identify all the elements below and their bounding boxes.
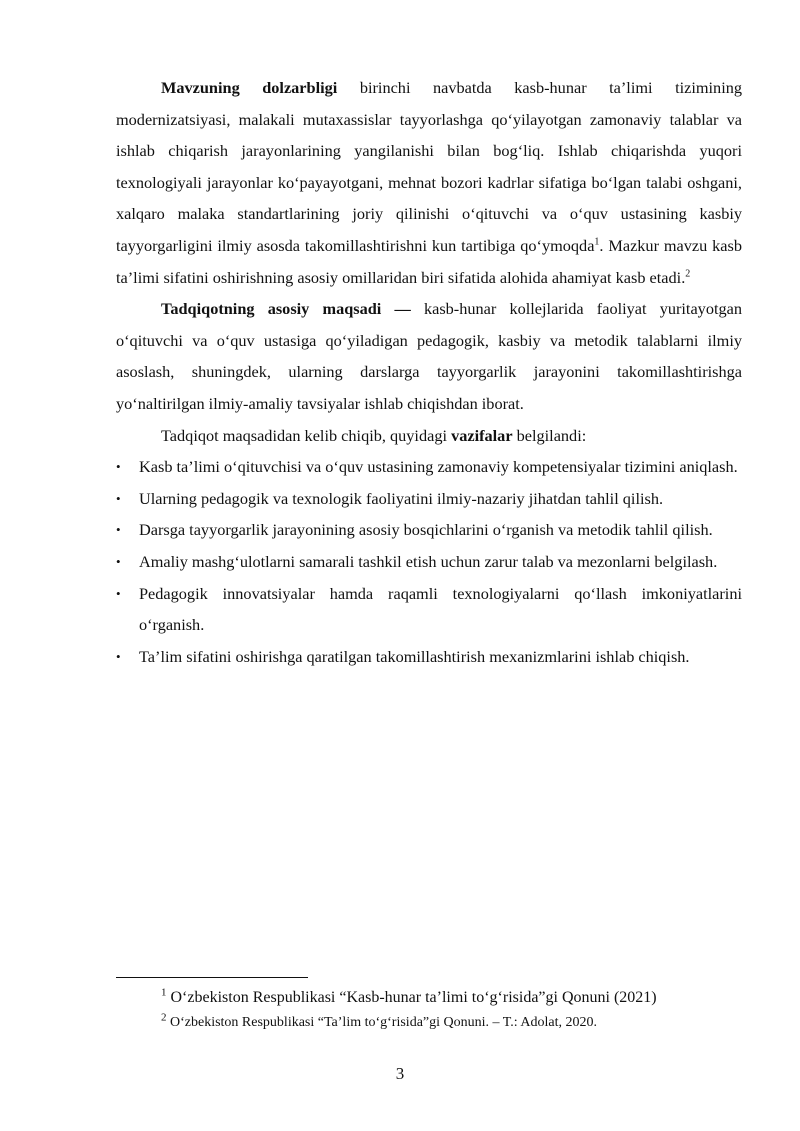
aim-heading: Tadqiqotning asosiy maqsadi — bbox=[161, 299, 411, 319]
footnote-2 bbox=[116, 1011, 742, 1032]
body-text bbox=[116, 72, 742, 672]
tasks-intro bbox=[116, 420, 742, 452]
bullet-icon: • bbox=[116, 585, 121, 601]
task-text: Ta’lim sifatini oshirishga qaratilgan takomillashtirish mexanizmlarini ishlab chiqish. bbox=[139, 646, 690, 666]
bullet-icon: • bbox=[116, 553, 121, 569]
bullet-icon: • bbox=[116, 648, 121, 664]
footnote-text: O‘zbekiston Respublikasi “Kasb-hunar ta’limi to‘g‘risida”gi Qonuni (2021) bbox=[166, 989, 657, 1006]
relevance-heading: Mavzuning dolzarbligi bbox=[161, 78, 338, 97]
tasks-intro-end: belgilandi: bbox=[512, 425, 587, 445]
list-item bbox=[116, 546, 742, 578]
task-text: Darsga tayyorgarlik jarayonining asosiy bosqichlarini o‘rganish va metodik tahlil qilish. bbox=[139, 520, 713, 540]
bullet-icon: • bbox=[116, 522, 121, 538]
aim-paragraph bbox=[116, 293, 742, 419]
aim-text: kasb-hunar kollejlarida faoliyat yuritayotgan o‘qituvchi va o‘quv ustasiga qo‘yiladigan pedagogik, kasbiy va metodik talablarni ilmiy asoslash, shuningdek, ularning darslarga tayyorgarlik jarayonini takomillashtirishga yo‘naltirilgan ilmiy-amaliy tavsiyalar ishlab chiqishdan iborat. bbox=[116, 299, 742, 413]
footnote-text: O‘zbekiston Respublikasi “Ta’lim to‘g‘risida”gi Qonuni. – T.: Adolat, 2020. bbox=[166, 1015, 597, 1030]
task-text: Pedagogik innovatsiyalar hamda raqamli texnologiyalarni qo‘llash imkoniyatlarini o‘rganish. bbox=[139, 583, 742, 635]
footnote-ref-2[interactable]: 2 bbox=[685, 268, 691, 280]
tasks-intro-text: Tadqiqot maqsadidan kelib chiqib, quyidagi bbox=[161, 425, 452, 445]
footnote-1 bbox=[116, 988, 742, 1007]
relevance-paragraph bbox=[116, 72, 742, 293]
task-text: Kasb ta’limi o‘qituvchisi va o‘quv ustasining zamonaviy kompetensiyalar tizimini aniqlash. bbox=[139, 457, 738, 477]
bullet-icon: • bbox=[116, 459, 121, 475]
bullet-icon: • bbox=[116, 490, 121, 506]
tasks-list bbox=[116, 451, 742, 672]
relevance-text-continued: . Mazkur mavzu kasb ta’limi sifatini oshirishning asosiy omillaridan biri sifatida alohida ahamiyat kasb etadi. bbox=[116, 235, 742, 287]
relevance-text: birinchi navbatda kasb-hunar ta’limi tizimining modernizatsiyasi, malakali mutaxassislar tayyorlashga qo‘yilayotgan zamonaviy talablar va ishlab chiqarish jarayonlarining yangilanishi bilan bog‘liq. Ishlab chiqarishda yuqori texnologiyali jarayonlar ko‘payayotgani, mehnat bozori kadrlar sifatiga bo‘lgan talabi oshgani, xalqaro malaka standartlarining joriy qilinishi o‘qituvchi va o‘quv ustasining kasbiy tayyorgarligini ilmiy asosda takomillashtirishni kun tartibiga qo‘ymoqda bbox=[116, 78, 742, 255]
task-text: Amaliy mashg‘ulotlarni samarali tashkil etish uchun zarur talab va mezonlarni belgilash. bbox=[139, 551, 718, 571]
footnotes bbox=[116, 977, 742, 1032]
list-item bbox=[116, 483, 742, 515]
list-item bbox=[116, 451, 742, 483]
list-item bbox=[116, 641, 742, 673]
tasks-keyword: vazifalar bbox=[451, 425, 513, 445]
footnote-mark: 2 bbox=[161, 1011, 167, 1024]
page-number: 3 bbox=[395, 1064, 405, 1083]
list-item bbox=[116, 578, 742, 641]
footnote-ref-1[interactable]: 1 bbox=[594, 236, 600, 248]
footnote-mark: 1 bbox=[161, 986, 167, 999]
list-item bbox=[116, 514, 742, 546]
task-text: Ularning pedagogik va texnologik faoliyatini ilmiy-nazariy jihatdan tahlil qilish. bbox=[139, 488, 664, 508]
footnote-separator bbox=[116, 977, 308, 978]
